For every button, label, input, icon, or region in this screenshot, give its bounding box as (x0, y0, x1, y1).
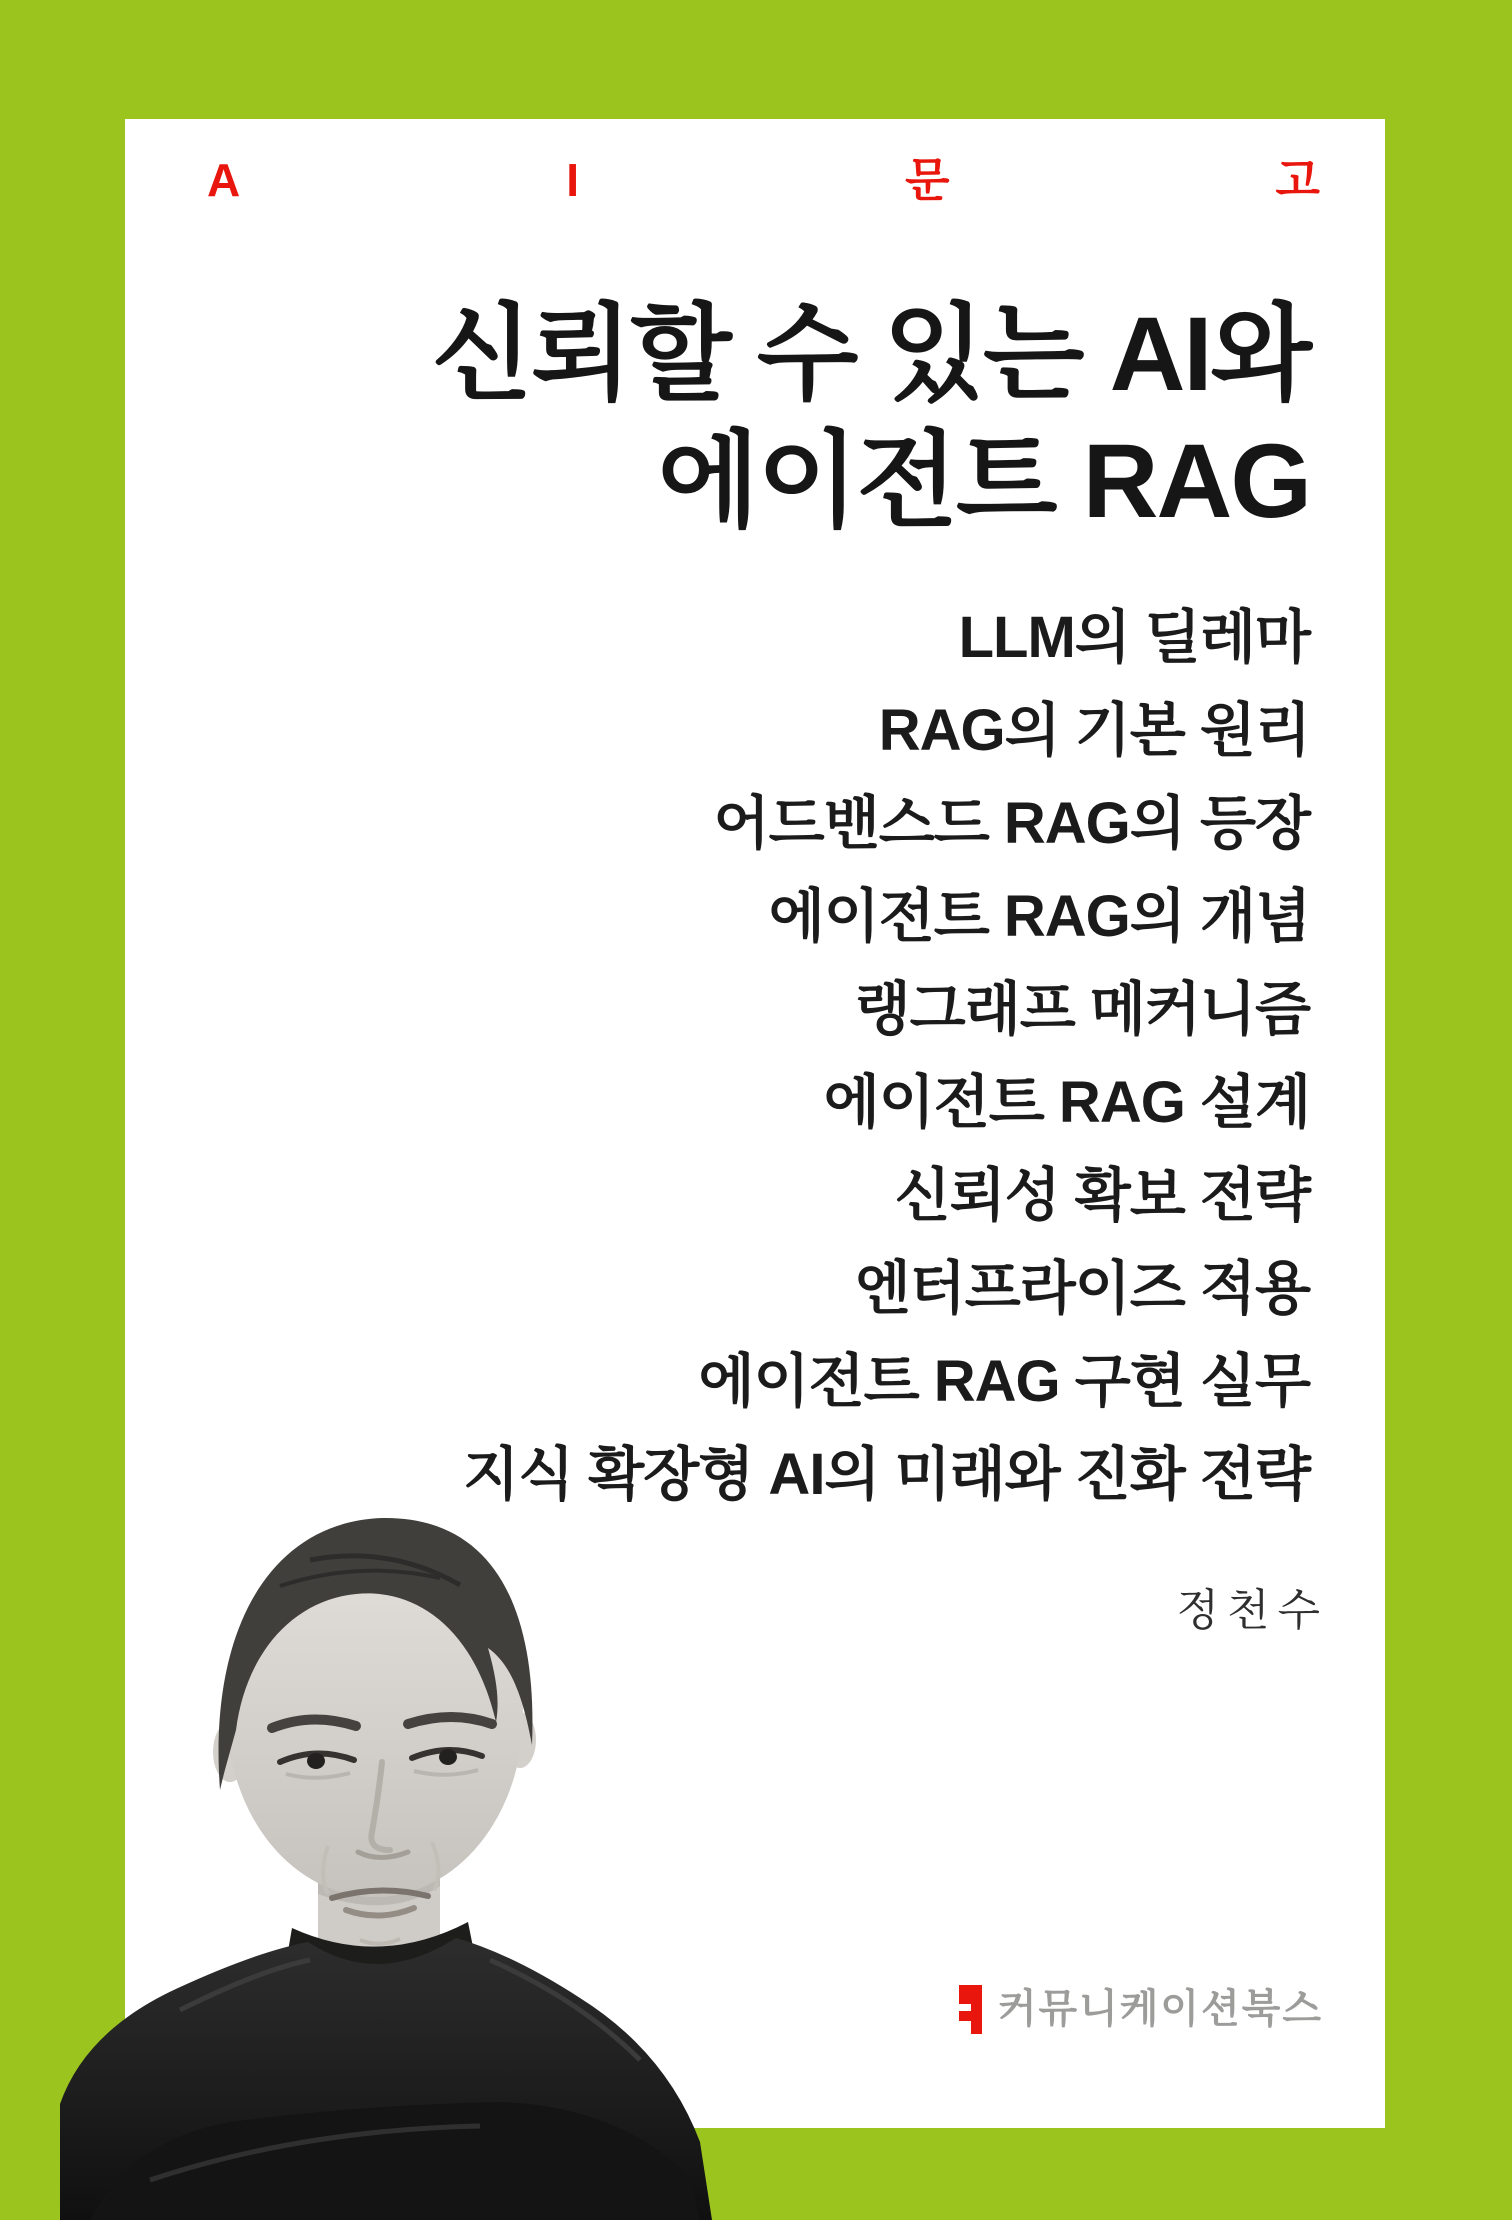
series-char: A (207, 154, 241, 206)
topic-item: 엔터프라이즈 적용 (854, 1256, 1310, 1321)
topic-item: 랭그래프 메커니즘 (854, 977, 1310, 1042)
topic-item: 어드밴스드 RAG의 등장 (713, 791, 1310, 856)
publisher-logo-icon (959, 1985, 982, 2034)
series-char: 고 (1275, 154, 1320, 206)
author-name: 정천수 (1176, 1586, 1328, 1635)
series-label (207, 154, 1320, 206)
title-line-1: 신뢰할 수 있는 AI와 (431, 296, 1310, 413)
publisher (959, 1985, 1323, 2034)
topic-list (185, 591, 1310, 1521)
book-title (185, 291, 1310, 545)
topic-item: 에이전트 RAG의 개념 (768, 884, 1310, 949)
title-line-2: 에이전트 RAG (657, 423, 1310, 540)
topic-item: 에이전트 RAG 설계 (823, 1070, 1310, 1135)
author-photo (60, 1490, 740, 2220)
topic-item: 지식 확장형 AI의 미래와 진화 전략 (463, 1442, 1310, 1507)
topic-item: LLM의 딜레마 (958, 605, 1310, 670)
series-char: 문 (905, 154, 950, 206)
publisher-name: 커뮤니케이션북스 (997, 1987, 1323, 2031)
topic-item: 에이전트 RAG 구현 실무 (698, 1349, 1310, 1414)
topic-item: RAG의 기본 원리 (878, 698, 1310, 763)
series-char: I (566, 154, 580, 206)
topic-item: 신뢰성 확보 전략 (894, 1163, 1310, 1228)
